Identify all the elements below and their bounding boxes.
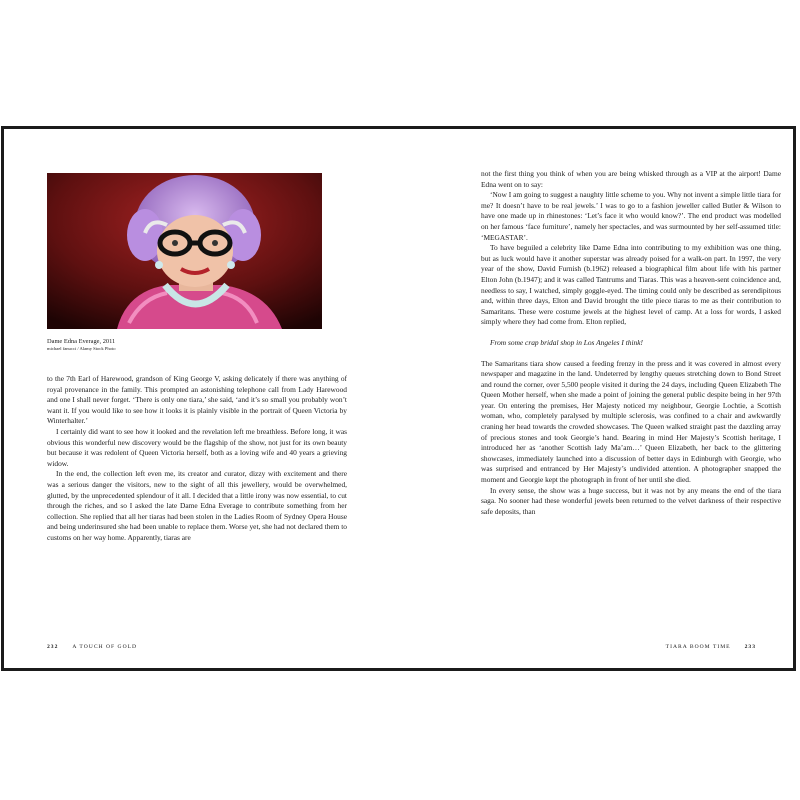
right-page: [401, 129, 796, 668]
dame-edna-photo: [47, 173, 322, 329]
left-paragraph-1: to the 7th Earl of Harewood, grandson of King George V, asking delicately if there was anything of royal provenance in the family. This prompted an astonishing telephone call from Lady Harewood and one I shall never forget. ‘There is only one tiara,’ she said, ‘and it’s so small you probably won’t want it. If you would like to see how it looks it is plainly visible in the portrait of Queen Victoria by Winterhalter.’: [47, 374, 347, 426]
left-paragraph-3: In the end, the collection left even me, its creator and curator, dizzy with excitement and there was a serious danger the visitors, new to the sight of all this jewellery, would be overwhelmed, glutted, by the unprecedented splendour of it all. I decided that a little irony was now essential, to cut through the riches, and so I asked the late Dame Edna Everage to contribute something from her collection. She replied that all her tiaras had been stolen in the Ladies Room of Sydney Opera House and being underinsured she had been unable to replace them. Worse yet, she had not declared them to customs on her way home. Apparently, tiaras are: [47, 469, 347, 542]
elton-quote: From some crap bridal shop in Los Angeles I think!: [490, 337, 643, 347]
left-text-column: [47, 374, 347, 634]
right-paragraph-2: ‘Now I am going to suggest a naughty little scheme to you. Why not invent a simple little tiara for me? It doesn’t have to be real jewels.’ I was to go to a fashion jeweller called Butler & Wilson to have one made up in rhinestones: ‘Let’s face it who would know?’. The end product was modelled on her famous ‘face furniture’, namely her spectacles, and was surmounted by her self-assumed title: ‘MEGASTAR’.: [481, 190, 781, 242]
left-page-number: 232: [47, 644, 59, 650]
book-spread: [1, 126, 796, 671]
right-page-number: 233: [744, 644, 756, 650]
caption-title: Dame Edna Everage, 2011: [47, 338, 116, 345]
right-footer: [666, 644, 756, 650]
right-running-title: TIARA BOOM TIME: [665, 644, 731, 650]
caption-credit: michael fanucci / Alamy Stock Photo: [47, 346, 116, 351]
left-footer: [47, 644, 137, 650]
right-text-column: [481, 169, 781, 639]
photo-caption: [47, 338, 347, 352]
right-paragraph-5: In every sense, the show was a huge success, but it was not by any means the end of the tiara saga. No sooner had these wonderful jewels been returned to the velvet darkness of their respective safe deposits, than: [481, 485, 781, 516]
right-paragraph-1: not the first thing you think of when you are being whisked through as a VIP at the airport! Dame Edna went on to say:: [481, 169, 781, 189]
left-running-title: A TOUCH OF GOLD: [72, 644, 138, 650]
right-paragraph-3: To have beguiled a celebrity like Dame Edna into contributing to my exhibition was one thing, but as luck would have it another superstar was already poised for a walk-on part. In 1997, the very year of the show, David Furnish (b.1962) released a biographical film about life with his partner Elton John (b.1947); and it was called Tantrums and Tiaras. This was a heaven-sent coincidence and, needless to say, I watched, simply goggle-eyed. The timing could only be described as serendipitous and, within three days, Elton and David brought the title piece tiaras to me as their contribution to Samaritans. These were costume jewels at the highest level of camp. At a loss for words, I asked simply where they had come from. Elton replied,: [481, 243, 781, 327]
right-paragraph-4: The Samaritans tiara show caused a feeding frenzy in the press and it was covered in almost every newspaper and magazine in the land. Undeterred by lengthy queues stretching down to Bond Street and round the corner, over 5,500 people visited it during the 24 days, including Queen Elizabeth The Queen Mother herself, when she made a point of joining the general public despite being in her 97th year. On entering the premises, Her Majesty noticed my neighbour, Georgie Lochtie, a Scottish woman, who, completely paralysed by multiple sclerosis, was confined to a chair and awkwardly craning her head towards the crowded showcases. The Queen walked straight past the dazzling array of precious stones and took Georgie’s hand. Bearing in mind Her Majesty’s Scottish heritage, I introduced her as ‘another Scottish lady Ma’am…’ Queen Elizabeth, her back to the glittering showcases, immediately launched into a discussion of better days in Edinburgh with Georgie, who was surprised and entranced by Her Majesty’s undivided attention. A photographer snapped the moment and Georgie kept the photograph in front of her until she died.: [481, 358, 781, 485]
left-page: [4, 129, 401, 668]
left-paragraph-2: I certainly did want to see how it looked and the revelation left me breathless. Before long, it was obvious this wonderful new discovery would be the flagship of the show, not just for its own beauty but because it was redolent of Queen Victoria herself, both as a loving wife and 40 years a grieving widow.: [47, 426, 347, 468]
